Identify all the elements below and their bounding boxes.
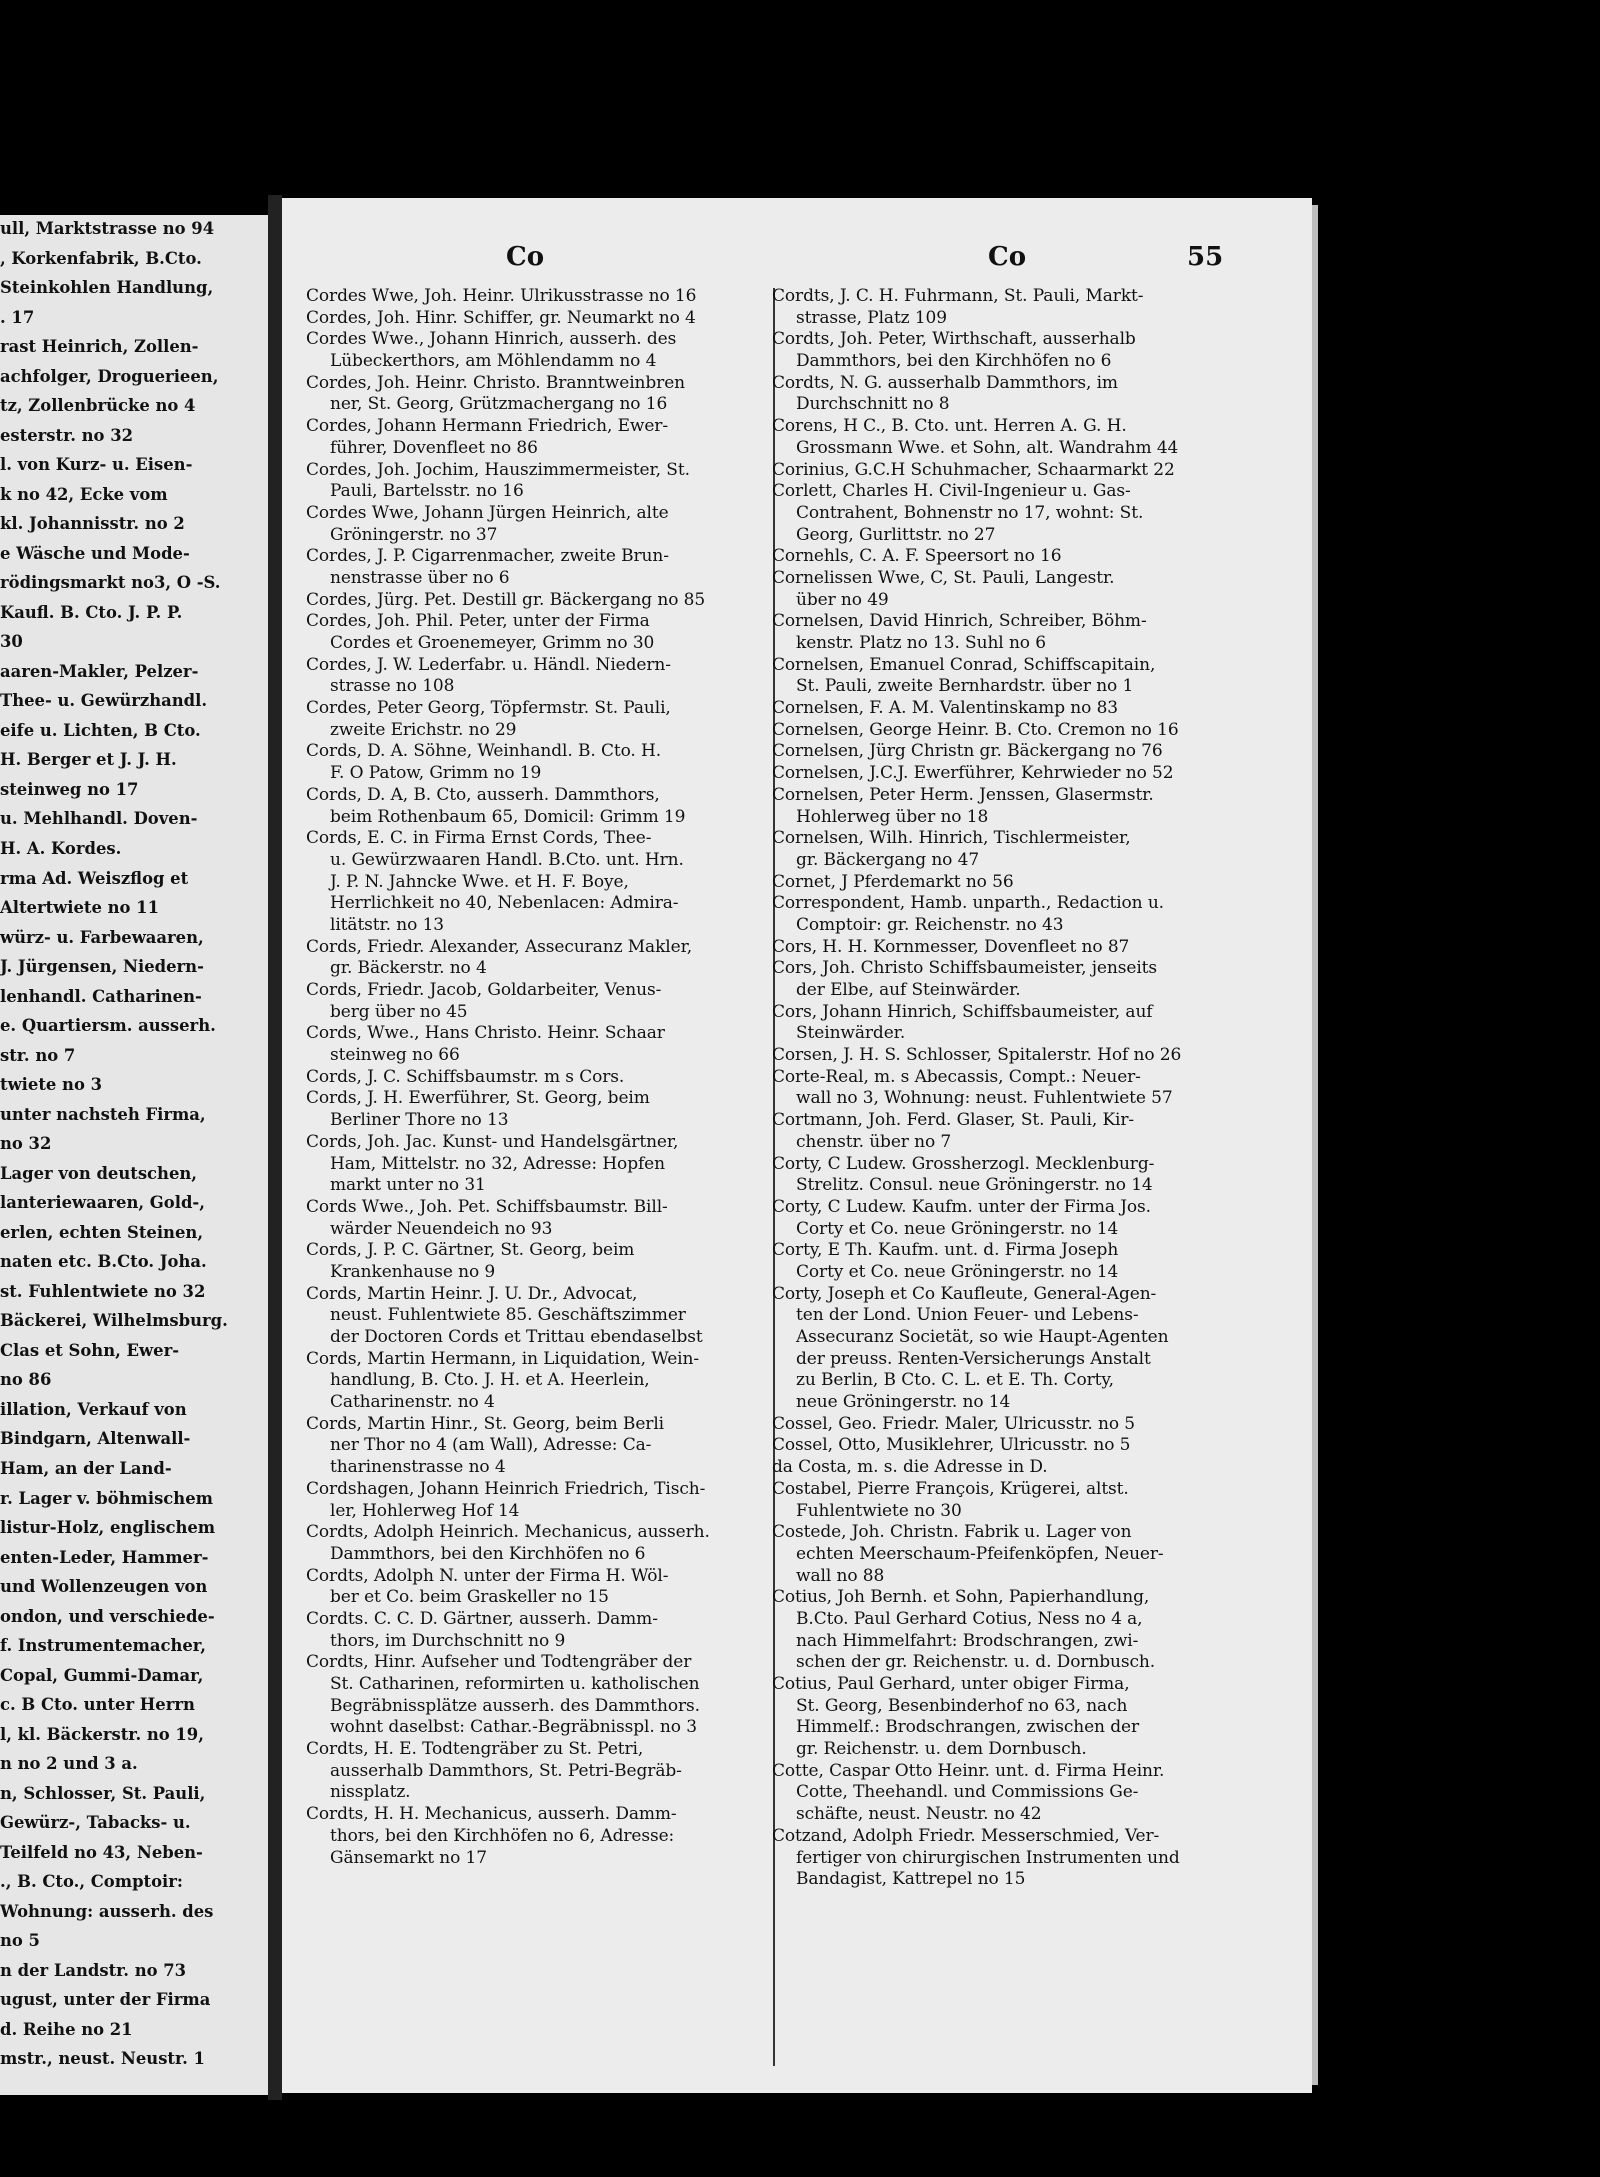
left-page-line: c. B Cto. unter Herrn [0,1695,195,1715]
book-gutter [268,195,282,2100]
directory-entry-line: Cornelsen, David Hinrich, Schreiber, Böhm- [772,611,1147,632]
left-page-line: Kaufl. B. Cto. J. P. P. [0,602,183,622]
entry-continuation-line: chenstr. über no 7 [796,1131,952,1152]
directory-entry-line: Cordes, Joh. Hinr. Schiffer, gr. Neumarkt no 4 [306,307,696,328]
entry-continuation-line: schen der gr. Reichenstr. u. d. Dornbusch. [796,1652,1156,1673]
left-page-line: lanteriewaaren, Gold-, [0,1193,205,1213]
entry-continuation-line: der preuss. Renten-Versicherungs Anstalt [796,1348,1151,1369]
entry-continuation-line: Krankenhause no 9 [330,1261,496,1282]
entry-continuation-line: Bandagist, Kattrepel no 15 [796,1869,1026,1890]
entry-continuation-line: Grossmann Wwe. et Sohn, alt. Wandrahm 44 [796,437,1179,458]
directory-entry-line: Cords, Martin Hermann, in Liquidation, Wein- [306,1348,699,1369]
entry-continuation-line: Begräbnissplätze ausserh. des Dammthors. [330,1695,700,1716]
left-page-line: steinweg no 17 [0,779,139,799]
entry-continuation-line: markt unter no 31 [330,1175,486,1196]
left-page-line: d. Reihe no 21 [0,2019,133,2039]
left-page-line: , Korkenfabrik, B.Cto. [0,248,202,268]
directory-entry-line: Cornelsen, F. A. M. Valentinskamp no 83 [772,698,1119,719]
directory-entry-line: Cordes, J. W. Lederfabr. u. Händl. Niedern- [306,654,671,675]
entry-continuation-line: ler, Hohlerweg Hof 14 [330,1500,520,1521]
entry-continuation-line: beim Rothenbaum 65, Domicil: Grimm 19 [330,806,686,827]
left-page-line: Steinkohlen Handlung, [0,278,214,298]
entry-continuation-line: Dammthors, bei den Kirchhöfen no 6 [330,1543,646,1564]
entry-continuation-line: wärder Neuendeich no 93 [330,1218,553,1239]
left-page-line: u. Mehlhandl. Doven- [0,809,198,829]
directory-entry-line: Cors, H. H. Kornmesser, Dovenfleet no 87 [772,936,1130,957]
directory-entry-line: Cotte, Caspar Otto Heinr. unt. d. Firma Heinr. [772,1760,1165,1781]
left-page-line: enten-Leder, Hammer- [0,1547,209,1567]
directory-entry-line: Corsen, J. H. S. Schlosser, Spitalerstr. Hof no 26 [772,1045,1182,1066]
entry-continuation-line: Cotte, Theehandl. und Commissions Ge- [796,1782,1139,1803]
entry-continuation-line: u. Gewürzwaaren Handl. B.Cto. unt. Hrn. [330,849,684,870]
directory-entry-line: Cords, J. C. Schiffsbaumstr. m s Cors. [306,1066,625,1087]
left-page-line: ondon, und verschiede- [0,1606,215,1626]
entry-continuation-line: F. O Patow, Grimm no 19 [330,763,542,784]
entry-continuation-line: Herrlichkeit no 40, Nebenlacen: Admira- [330,893,679,914]
left-page-line: . 17 [0,307,35,327]
left-page-line: n der Landstr. no 73 [0,1960,187,1980]
directory-entry-line: Cornelissen Wwe, C, St. Pauli, Langestr. [772,567,1115,588]
entry-continuation-line: berg über no 45 [330,1001,468,1022]
directory-entry-line: Corinius, G.C.H Schuhmacher, Schaarmarkt 22 [772,459,1175,480]
left-page-line: Bindgarn, Altenwall- [0,1429,191,1449]
entry-continuation-line: Gänsemarkt no 17 [330,1847,487,1868]
entry-continuation-line: Fuhlentwiete no 30 [796,1500,962,1521]
left-page-line: k no 42, Ecke vom [0,484,168,504]
entry-continuation-line: nach Himmelfahrt: Brodschrangen, zwi- [796,1630,1139,1651]
directory-entry-line: Corens, H C., B. Cto. unt. Herren A. G. H. [772,416,1127,437]
entry-continuation-line: führer, Dovenfleet no 86 [330,437,538,458]
left-page-line: r. Lager v. böhmischem [0,1488,213,1508]
running-header-right: Co [988,242,1027,272]
left-page-line: twiete no 3 [0,1075,103,1095]
entry-continuation-line: Contrahent, Bohnenstr no 17, wohnt: St. [796,502,1144,523]
left-page-line: J. Jürgensen, Niedern- [0,957,204,977]
entry-continuation-line: B.Cto. Paul Gerhard Cotius, Ness no 4 a, [796,1608,1143,1629]
left-page-line: illation, Verkauf von [0,1399,187,1419]
directory-entry-line: Costede, Joh. Christn. Fabrik u. Lager von [772,1522,1132,1543]
directory-entry-line: Corty, C Ludew. Kaufm. unter der Firma Jos. [772,1196,1151,1217]
entry-continuation-line: echten Meerschaum-Pfeifenköpfen, Neuer- [796,1543,1164,1564]
directory-entry-line: Cordts, Adolph Heinrich. Mechanicus, ausserh. [306,1522,710,1543]
directory-entry-line: Cossel, Geo. Friedr. Maler, Ulricusstr. no 5 [772,1413,1136,1434]
directory-entry-line: Cordts, J. C. H. Fuhrmann, St. Pauli, Markt- [772,286,1144,306]
directory-entry-line: Corte-Real, m. s Abecassis, Compt.: Neuer- [772,1066,1141,1087]
left-page-line: str. no 7 [0,1045,76,1065]
directory-entry-line: Cotius, Paul Gerhard, unter obiger Firma, [772,1674,1130,1694]
left-page-line: Wohnung: ausserh. des [0,1901,214,1921]
entry-continuation-line: Berliner Thore no 13 [330,1110,509,1131]
directory-entry-line: Cordts, N. G. ausserhalb Dammthors, im [772,372,1118,393]
directory-entry-line: Cordts, H. H. Mechanicus, ausserh. Damm- [306,1804,677,1825]
directory-entry-line: Cordts. C. C. D. Gärtner, ausserh. Damm- [306,1608,658,1629]
entry-continuation-line: strasse no 108 [330,676,455,697]
directory-entry-line: Cordes, Jürg. Pet. Destill gr. Bäckergang no 85 [306,589,706,610]
left-page-fragment [0,215,268,2095]
left-page-line: H. Berger et J. J. H. [0,750,177,770]
directory-entry-line: Cortmann, Joh. Ferd. Glaser, St. Pauli, Kir- [772,1110,1135,1131]
entry-continuation-line: wall no 3, Wohnung: neust. Fuhlentwiete 57 [796,1088,1173,1109]
entry-continuation-line: zweite Erichstr. no 29 [330,719,517,740]
entry-continuation-line: neust. Fuhlentwiete 85. Geschäftszimmer [330,1305,686,1326]
directory-entry-line: Cords, J. P. C. Gärtner, St. Georg, beim [306,1240,635,1261]
entry-continuation-line: Lübeckerthors, am Möhlendamm no 4 [330,351,657,372]
entry-continuation-line: Gröningerstr. no 37 [330,524,498,545]
directory-entry-line: Cornehls, C. A. F. Speersort no 16 [772,546,1062,567]
directory-entry-line: Cordes, Joh. Phil. Peter, unter der Firma [306,611,650,632]
entry-continuation-line: über no 49 [796,589,889,610]
directory-column-right [772,286,1260,1891]
directory-entry-line: Cordts, Adolph N. unter der Firma H. Wöl- [306,1565,669,1586]
directory-entry-line: Corty, E Th. Kaufm. unt. d. Firma Joseph [772,1240,1119,1261]
entry-continuation-line: fertiger von chirurgischen Instrumenten und [796,1847,1180,1868]
directory-entry-line: Cordts, H. E. Todtengräber zu St. Petri, [306,1739,644,1760]
directory-entry-line: Corty, C Ludew. Grossherzogl. Mecklenburg- [772,1153,1155,1174]
left-page-line: Teilfeld no 43, Neben- [0,1842,203,1862]
entry-continuation-line: J. P. N. Jahncke Wwe. et H. F. Boye, [330,871,629,892]
left-page-line: tz, Zollenbrücke no 4 [0,396,196,416]
left-page-line: erlen, echten Steinen, [0,1222,204,1242]
entry-continuation-line: Assecuranz Societät, so wie Haupt-Agenten [796,1327,1169,1347]
directory-entry-line: Cords, Joh. Jac. Kunst- und Handelsgärtner, [306,1131,679,1152]
entry-continuation-line: Corty et Co. neue Gröningerstr. no 14 [796,1261,1119,1282]
entry-continuation-line: thors, im Durchschnitt no 9 [330,1630,566,1651]
entry-continuation-line: steinweg no 66 [330,1045,460,1066]
entry-continuation-line: Strelitz. Consul. neue Gröningerstr. no 14 [796,1175,1153,1196]
directory-entry-line: Cords, D. A, B. Cto, ausserh. Dammthors, [306,784,660,805]
entry-continuation-line: Comptoir: gr. Reichenstr. no 43 [796,914,1064,935]
left-page-line: l, kl. Bäckerstr. no 19, [0,1724,204,1744]
entry-continuation-line: Dammthors, bei den Kirchhöfen no 6 [796,351,1112,372]
entry-continuation-line: wohnt daselbst: Cathar.-Begräbnisspl. no 3 [330,1717,697,1738]
entry-continuation-line: nenstrasse über no 6 [330,567,510,588]
entry-continuation-line: Himmelf.: Brodschrangen, zwischen der [796,1717,1139,1738]
entry-continuation-line: schäfte, neust. Neustr. no 42 [796,1804,1042,1825]
directory-entry-line: Cossel, Otto, Musiklehrer, Ulricusstr. no 5 [772,1435,1131,1456]
entry-continuation-line: gr. Reichenstr. u. dem Dornbusch. [796,1739,1087,1760]
directory-entry-line: Corlett, Charles H. Civil-Ingenieur u. Gas- [772,481,1131,502]
entry-continuation-line: neue Gröningerstr. no 14 [796,1392,1011,1413]
directory-entry-line: Cords, Martin Heinr. J. U. Dr., Advocat, [306,1283,638,1304]
entry-continuation-line: thors, bei den Kirchhöfen no 6, Adresse: [330,1825,675,1846]
entry-continuation-line: Catharinenstr. no 4 [330,1392,495,1413]
directory-entry-line: Cordes, Joh. Heinr. Christo. Branntweinbren [306,372,686,393]
left-page-line: no 5 [0,1931,40,1951]
entry-continuation-line: strasse, Platz 109 [796,307,947,328]
left-page-line: aaren-Makler, Pelzer- [0,661,199,681]
directory-entry-line: Cords, E. C. in Firma Ernst Cords, Thee- [306,828,652,849]
directory-entry-line: Costabel, Pierre François, Krügerei, altst. [772,1478,1129,1499]
left-page-line: H. A. Kordes. [0,839,122,858]
entry-continuation-line: der Doctoren Cords et Trittau ebendaselbst [330,1327,703,1347]
entry-continuation-line: gr. Bäckerstr. no 4 [330,958,487,979]
left-page-line: esterstr. no 32 [0,425,133,445]
page-edge [1312,205,1318,2085]
left-page-line: e Wäsche und Mode- [0,543,190,563]
left-page-line: rast Heinrich, Zollen- [0,337,199,357]
directory-entry-line: Cordes, Joh. Jochim, Hauszimmermeister, St. [306,459,690,480]
directory-entry-line: Corty, Joseph et Co Kaufleute, General-Agen- [772,1283,1157,1304]
directory-entry-line: Cords, Martin Hinr., St. Georg, beim Berli [306,1413,664,1434]
directory-entry-line: Cords, Wwe., Hans Christo. Heinr. Schaar [306,1023,665,1044]
directory-entry-line: Cordshagen, Johann Heinrich Friedrich, Tisch- [306,1478,706,1499]
directory-entry-line: Cornelsen, Jürg Christn gr. Bäckergang no 76 [772,741,1163,762]
directory-entry-line: Cornelsen, Emanuel Conrad, Schiffscapitain, [772,654,1156,675]
directory-entry-line: Cordes Wwe, Johann Jürgen Heinrich, alte [306,502,669,523]
left-page-line: ull, Marktstrasse no 94 [0,219,215,238]
entry-continuation-line: St. Pauli, zweite Bernhardstr. über no 1 [796,676,1134,697]
left-page-line: Gewürz-, Tabacks- u. [0,1813,191,1833]
left-page-line: und Wollenzeugen von [0,1577,208,1597]
page-number: 55 [1187,242,1224,272]
left-page-line: unter nachsteh Firma, [0,1104,206,1124]
directory-entry-line: Cornelsen, George Heinr. B. Cto. Cremon no 16 [772,719,1179,740]
left-page-line: Altertwiete no 11 [0,898,159,918]
left-page-line: ugust, unter der Firma [0,1990,211,2010]
entry-continuation-line: litätstr. no 13 [330,914,445,935]
entry-continuation-line: gr. Bäckergang no 47 [796,849,980,870]
entry-continuation-line: tharinenstrasse no 4 [330,1457,506,1478]
directory-entry-line: Cordts, Hinr. Aufseher und Todtengräber der [306,1652,692,1673]
left-page-line: 30 [0,632,23,652]
entry-continuation-line: Pauli, Bartelsstr. no 16 [330,481,524,502]
left-page-line: no 86 [0,1370,52,1390]
left-page-line: lenhandl. Catharinen- [0,986,202,1006]
directory-entry-line: Cords Wwe., Joh. Pet. Schiffsbaumstr. Bill- [306,1196,668,1217]
left-page-line: achfolger, Droguerieen, [0,366,219,386]
left-page-line: ., B. Cto., Comptoir: [0,1872,183,1892]
directory-entry-line: Cotzand, Adolph Friedr. Messerschmied, Ver- [772,1825,1160,1846]
left-page-line: kl. Johannisstr. no 2 [0,514,185,534]
left-page-line: no 32 [0,1134,52,1154]
left-page-line: e. Quartiersm. ausserh. [0,1016,216,1036]
directory-entry-line: Cordts, Joh. Peter, Wirthschaft, ausserhalb [772,329,1136,350]
directory-entry-line: Cordes, Peter Georg, Töpfermstr. St. Pauli, [306,698,671,719]
left-page-line: n, Schlosser, St. Pauli, [0,1783,206,1803]
directory-entry-line: Cotius, Joh Bernh. et Sohn, Papierhandlung, [772,1587,1150,1608]
directory-entry-line: Cornelsen, Wilh. Hinrich, Tischlermeister, [772,828,1131,849]
directory-entry-line: Cords, Friedr. Alexander, Assecuranz Makler, [306,936,693,957]
directory-column-left [306,286,794,1869]
directory-entry-line: Cordes Wwe., Johann Hinrich, ausserh. des [306,329,677,350]
entry-continuation-line: zu Berlin, B Cto. C. L. et E. Th. Corty, [796,1370,1114,1391]
left-page-line: Clas et Sohn, Ewer- [0,1340,180,1360]
entry-continuation-line: Georg, Gurlittstr. no 27 [796,524,996,545]
entry-continuation-line: ber et Co. beim Graskeller no 15 [330,1587,609,1608]
directory-entry-line: Cornelsen, Peter Herm. Jenssen, Glasermstr. [772,784,1154,805]
left-page-line: n no 2 und 3 a. [0,1754,138,1774]
directory-entry-line: Cords, Friedr. Jacob, Goldarbeiter, Venus- [306,980,662,1000]
directory-entry-line: da Costa, m. s. die Adresse in D. [772,1457,1048,1478]
directory-entry-line: Cordes Wwe, Joh. Heinr. Ulrikusstrasse no 16 [306,286,697,306]
entry-continuation-line: kenstr. Platz no 13. Suhl no 6 [796,633,1046,653]
entry-continuation-line: Corty et Co. neue Gröningerstr. no 14 [796,1218,1119,1239]
entry-continuation-line: ten der Lond. Union Feuer- und Lebens- [796,1305,1139,1326]
left-page-line: f. Instrumentemacher, [0,1636,206,1656]
directory-entry-line: Cornet, J Pferdemarkt no 56 [772,871,1014,892]
directory-entry-line: Correspondent, Hamb. unparth., Redaction u. [772,893,1164,914]
entry-continuation-line: der Elbe, auf Steinwärder. [796,980,1021,1000]
entry-continuation-line: St. Catharinen, reformirten u. katholischen [330,1674,700,1694]
directory-entry-line: Cordes, J. P. Cigarrenmacher, zweite Brun- [306,546,669,567]
directory-entry-line: Cords, D. A. Söhne, Weinhandl. B. Cto. H. [306,741,662,762]
left-page-line: eife u. Lichten, B Cto. [0,720,201,740]
left-page-line: Lager von deutschen, [0,1163,198,1183]
entry-continuation-line: Hohlerweg über no 18 [796,806,989,827]
directory-entry-line: Cors, Johann Hinrich, Schiffsbaumeister, auf [772,1001,1153,1022]
left-page-line: mstr., neust. Neustr. 1 [0,2049,205,2069]
entry-continuation-line: Ham, Mittelstr. no 32, Adresse: Hopfen [330,1153,665,1174]
left-page-line: st. Fuhlentwiete no 32 [0,1281,206,1301]
left-page-line: rma Ad. Weiszflog et [0,868,189,888]
entry-continuation-line: St. Georg, Besenbinderhof no 63, nach [796,1695,1128,1716]
left-page-line: listur-Holz, englischem [0,1518,216,1538]
left-page-line: rödingsmarkt no3, O -S. [0,573,221,593]
entry-continuation-line: handlung, B. Cto. J. H. et A. Heerlein, [330,1370,650,1391]
left-page-line: l. von Kurz- u. Eisen- [0,455,193,475]
entry-continuation-line: Cordes et Groenemeyer, Grimm no 30 [330,633,655,653]
left-page-line: Bäckerei, Wilhelmsburg. [0,1311,228,1331]
directory-entry-line: Cords, J. H. Ewerführer, St. Georg, beim [306,1088,650,1109]
running-header-left: Co [506,242,545,272]
left-page-line: Ham, an der Land- [0,1459,172,1478]
entry-continuation-line: nissplatz. [330,1782,411,1803]
entry-continuation-line: ausserhalb Dammthors, St. Petri-Begräb- [330,1760,682,1781]
entry-continuation-line: wall no 88 [796,1565,885,1586]
directory-entry-line: Cors, Joh. Christo Schiffsbaumeister, jenseits [772,958,1158,979]
directory-entry-line: Cordes, Johann Hermann Friedrich, Ewer- [306,416,668,437]
entry-continuation-line: ner Thor no 4 (am Wall), Adresse: Ca- [330,1435,652,1456]
left-page-line: naten etc. B.Cto. Joha. [0,1252,207,1272]
left-page-line: Copal, Gummi-Damar, [0,1665,204,1685]
entry-continuation-line: Steinwärder. [796,1023,906,1044]
left-page-line: würz- u. Farbewaaren, [0,927,204,947]
left-page-line: Thee- u. Gewürzhandl. [0,691,208,711]
entry-continuation-line: ner, St. Georg, Grützmachergang no 16 [330,394,668,415]
directory-page [282,198,1312,2093]
directory-entry-line: Cornelsen, J.C.J. Ewerführer, Kehrwieder no 52 [772,763,1174,784]
entry-continuation-line: Durchschnitt no 8 [796,394,950,415]
